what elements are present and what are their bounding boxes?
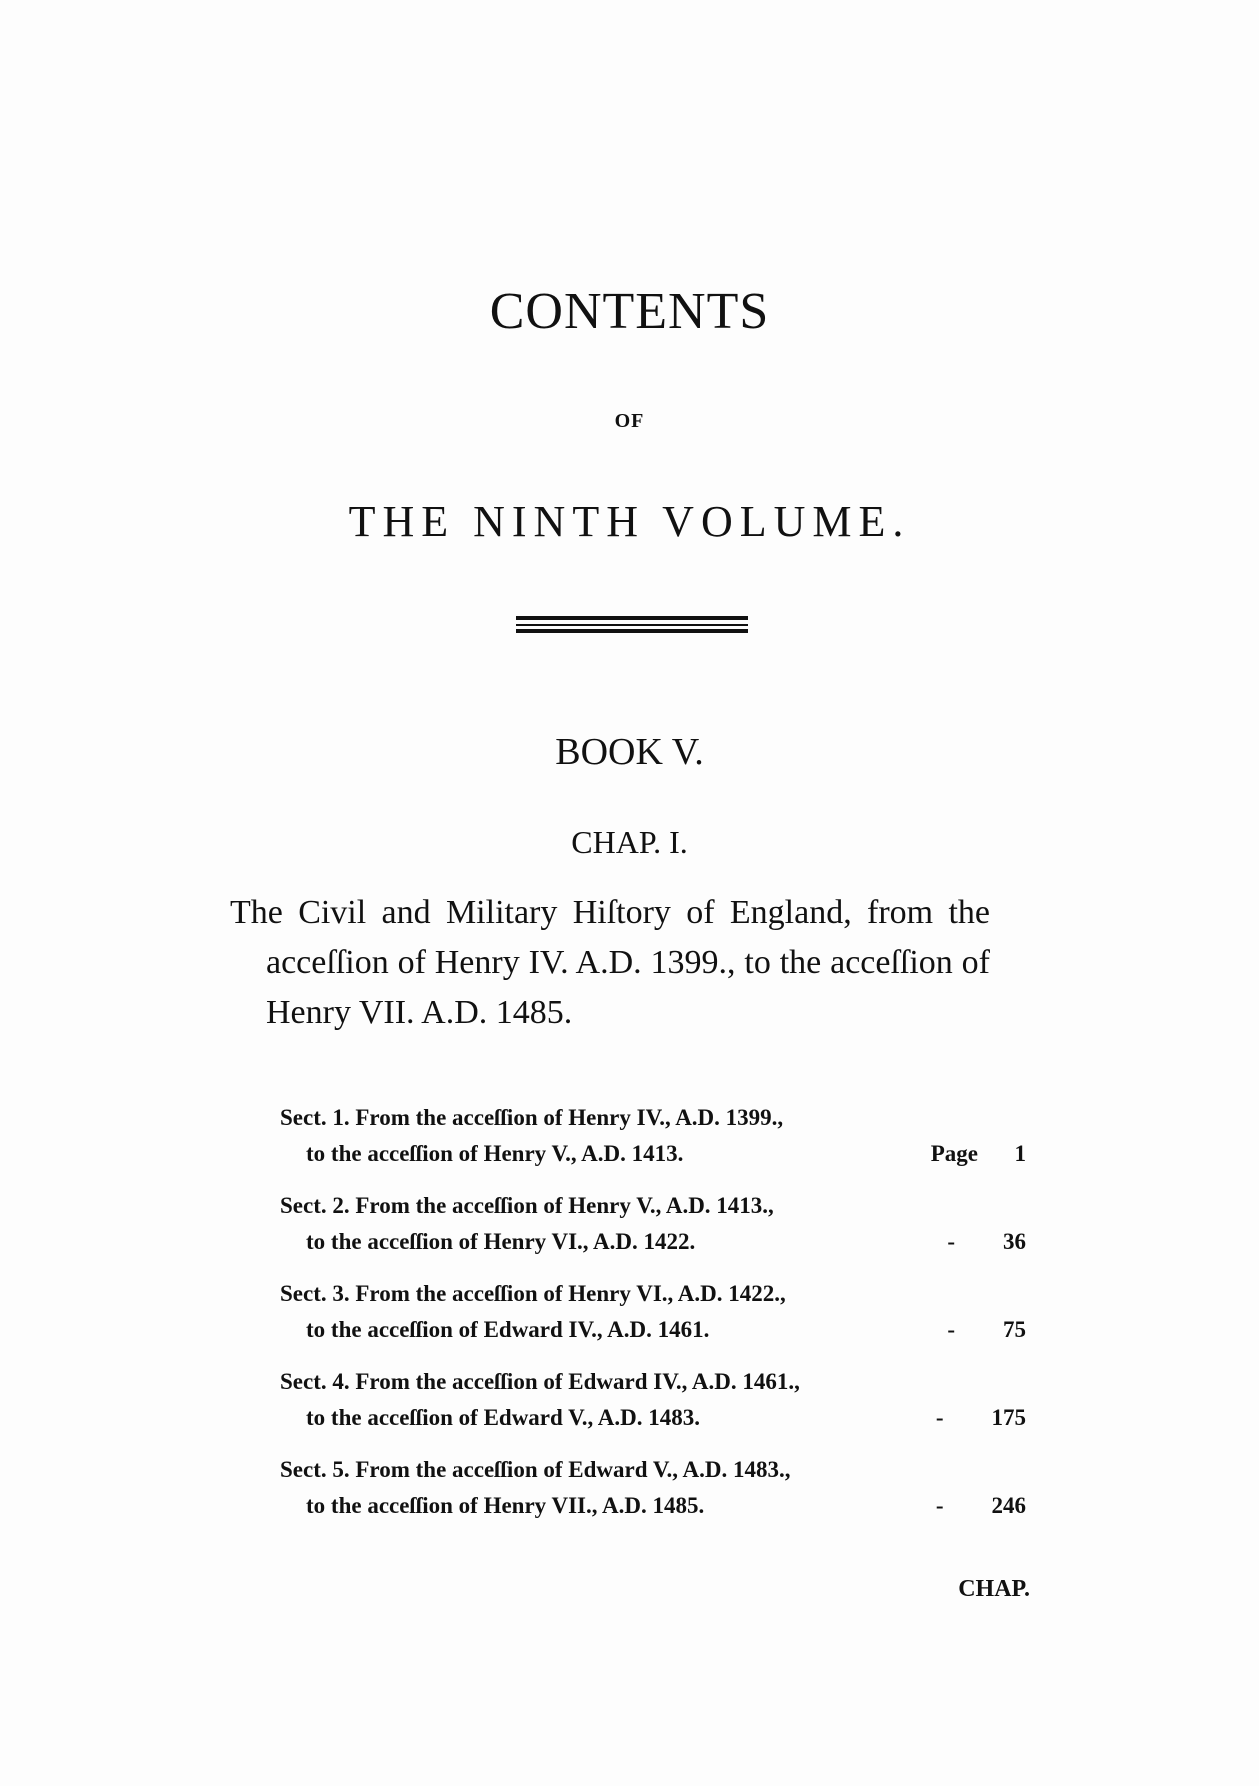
section-detail-line (280, 1136, 1030, 1172)
page-number: 246 (991, 1493, 1026, 1518)
chapter-title: The Civil and Military Hiſtory of England, from the acceſſion of Henry IV. A.D. 1399., to the acceſſion of Henry VII. A.D. 1485. (230, 894, 990, 1031)
leader-dash: - (935, 1405, 944, 1430)
leader-dash: - (947, 1229, 955, 1254)
volume-heading: THE NINTH VOLUME. (348, 497, 911, 546)
section-list (280, 1100, 1030, 1540)
book-heading: BOOK V. (555, 731, 704, 773)
section-detail-line (280, 1312, 1030, 1348)
section-entry (280, 1276, 1030, 1348)
section-entry (280, 1188, 1030, 1260)
section-detail-text: to the acceſſion of Henry VII., A.D. 1485. (306, 1493, 705, 1518)
decorative-rule-top (516, 616, 748, 620)
chapter-heading: CHAP. I. (571, 824, 688, 860)
contents-heading: CONTENTS (489, 283, 770, 340)
section-detail-line (280, 1488, 1030, 1524)
page-number: 1 (1014, 1141, 1026, 1166)
decorative-rule-middle (516, 624, 748, 626)
section-entry (280, 1452, 1030, 1524)
page-label: Page (930, 1141, 978, 1166)
section-heading-line: Sect. 5. From the acceſſion of Edward V., A.D. 1483., (280, 1457, 791, 1482)
page-number: 175 (991, 1405, 1026, 1430)
section-detail-text: to the acceſſion of Edward IV., A.D. 1461. (306, 1317, 710, 1342)
leader-dash: - (935, 1493, 944, 1518)
catchword: CHAP. (958, 1576, 1030, 1602)
page-number: 75 (1003, 1317, 1026, 1342)
section-entry (280, 1364, 1030, 1436)
contents-of-label: OF (614, 410, 645, 432)
section-detail-text: to the acceſſion of Henry VI., A.D. 1422. (306, 1229, 696, 1254)
leader-dash: - (947, 1317, 955, 1342)
section-detail-line (280, 1400, 1030, 1436)
section-detail-line (280, 1224, 1030, 1260)
section-entry (280, 1100, 1030, 1172)
section-heading-line: Sect. 3. From the acceſſion of Henry VI., A.D. 1422., (280, 1281, 786, 1306)
section-detail-text: to the acceſſion of Henry V., A.D. 1413. (306, 1141, 684, 1166)
section-heading-line: Sect. 2. From the acceſſion of Henry V., A.D. 1413., (280, 1193, 774, 1218)
section-heading-line: Sect. 1. From the acceſſion of Henry IV., A.D. 1399., (280, 1105, 784, 1130)
decorative-rule-bottom (516, 629, 748, 633)
section-detail-text: to the acceſſion of Edward V., A.D. 1483. (306, 1405, 700, 1430)
page-number: 36 (1003, 1229, 1026, 1254)
section-heading-line: Sect. 4. From the acceſſion of Edward IV., A.D. 1461., (280, 1369, 800, 1394)
